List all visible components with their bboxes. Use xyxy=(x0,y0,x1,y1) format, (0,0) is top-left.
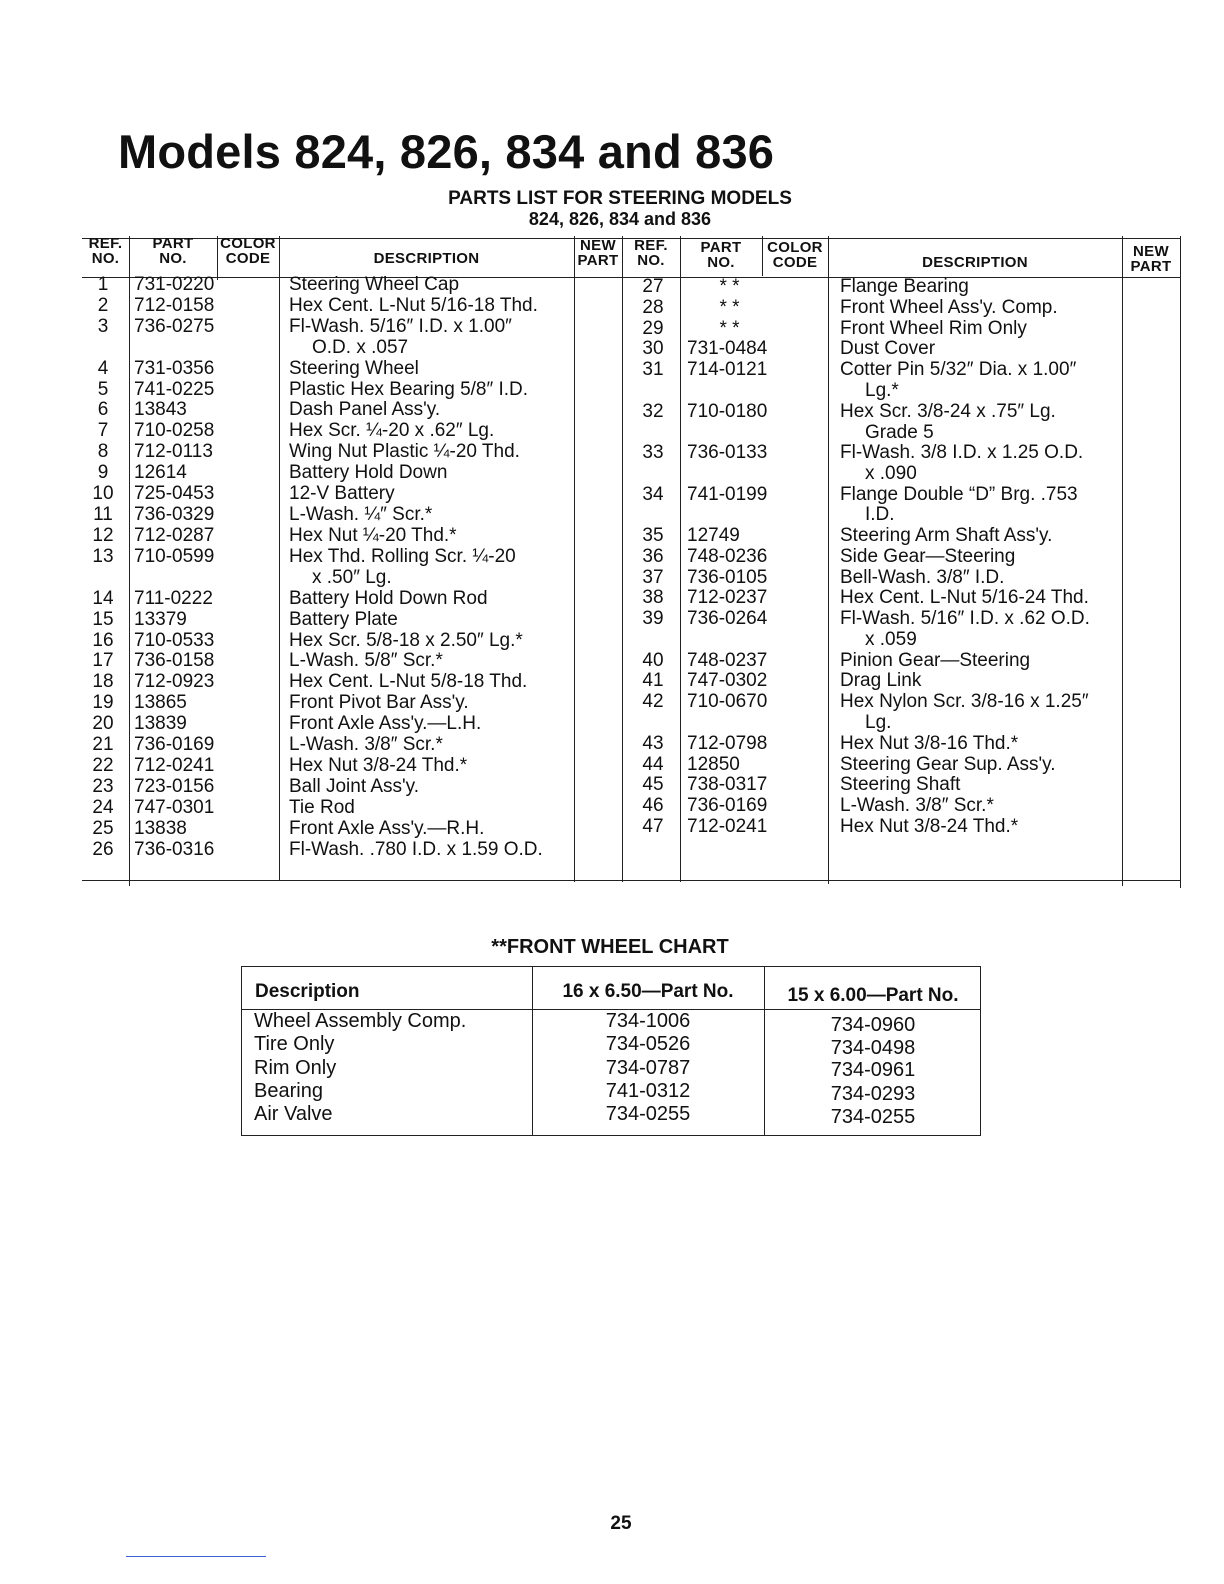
parts-row-continuation xyxy=(82,629,1181,650)
parts-row-continuation xyxy=(82,504,1181,525)
ref-no: 21 xyxy=(92,734,114,755)
part-no: 710-0533 xyxy=(134,630,215,651)
parts-row-right xyxy=(82,816,1181,837)
parts-row-right xyxy=(82,525,1181,546)
header-description: DESCRIPTION xyxy=(373,250,480,267)
ref-no: 11 xyxy=(93,504,113,525)
ref-no: 16 xyxy=(92,630,114,651)
part-no: 723-0156 xyxy=(134,776,215,797)
ref-no: 43 xyxy=(642,733,664,754)
header-color-code: COLOR CODE xyxy=(220,235,276,267)
part-no: 13838 xyxy=(134,818,187,839)
ref-no: 6 xyxy=(97,399,109,420)
part-no: 725-0453 xyxy=(134,483,215,504)
parts-row-right xyxy=(82,546,1181,567)
parts-table xyxy=(82,236,1181,886)
part-no-16x650: 734-0787 xyxy=(605,1057,691,1079)
wheel-header-16x650: 16 x 6.50—Part No. xyxy=(562,981,734,1002)
description: Hex Nylon Scr. 3/8-16 x 1.25″ xyxy=(840,691,1089,712)
description: Hex Scr. 3/8-24 x .75″ Lg. xyxy=(840,401,1056,422)
description: Hex Nut 3/8-24 Thd.* xyxy=(840,816,1019,837)
description: Steering Shaft xyxy=(840,774,961,795)
description: I.D. xyxy=(865,504,895,525)
part-no: 710-0180 xyxy=(687,401,768,422)
description: Hex Nut 3/8-16 Thd.* xyxy=(840,733,1019,754)
description: Front Axle Ass'y.—R.H. xyxy=(289,818,485,839)
description: Steering Gear Sup. Ass'y. xyxy=(840,754,1056,775)
parts-row-right xyxy=(82,691,1181,712)
description: Cotter Pin 5/32″ Dia. x 1.00″ xyxy=(840,359,1077,380)
part-no: 736-0105 xyxy=(687,567,768,588)
part-no: 710-0258 xyxy=(134,420,215,441)
ref-no: 26 xyxy=(92,839,114,860)
description: Steering Wheel Cap xyxy=(289,274,460,295)
ref-no: 47 xyxy=(642,816,664,837)
description: Fl-Wash. 5/16″ I.D. x .62 O.D. xyxy=(840,608,1090,629)
part-no: 731-0220 xyxy=(134,274,215,295)
parts-row-right xyxy=(82,608,1181,629)
part-no: 712-0241 xyxy=(134,755,215,776)
ref-no: 31 xyxy=(642,359,664,380)
part-no-15x600: 734-0961 xyxy=(830,1059,916,1081)
ref-no: 8 xyxy=(97,441,109,462)
part-no-see-chart: * * xyxy=(719,276,740,297)
header-part-no: PART NO. xyxy=(152,235,194,267)
description: Front Wheel Ass'y. Comp. xyxy=(840,297,1058,318)
description: Drag Link xyxy=(840,670,922,691)
front-wheel-chart-title: **FRONT WHEEL CHART xyxy=(491,936,729,958)
description: Steering Arm Shaft Ass'y. xyxy=(840,525,1053,546)
ref-no: 12 xyxy=(92,525,114,546)
description: Lg. xyxy=(865,712,892,733)
wheel-part-description: Wheel Assembly Comp. xyxy=(254,1010,467,1032)
parts-row-continuation xyxy=(82,380,1181,401)
part-no: 712-0923 xyxy=(134,671,215,692)
description: Battery Plate xyxy=(289,609,398,630)
parts-row-right xyxy=(82,733,1181,754)
ref-no: 38 xyxy=(642,587,664,608)
ref-no: 14 xyxy=(92,588,114,609)
header-new-part-right: NEW PART xyxy=(1130,243,1172,275)
description: Flange Bearing xyxy=(840,276,969,297)
part-no-16x650: 734-0526 xyxy=(605,1033,691,1055)
ref-no: 7 xyxy=(97,420,109,441)
parts-row-right xyxy=(82,442,1181,463)
description: Tie Rod xyxy=(289,797,355,818)
description: Plastic Hex Bearing 5/8″ I.D. xyxy=(289,379,529,400)
part-no-15x600: 734-0293 xyxy=(830,1083,916,1105)
part-no: 736-0316 xyxy=(134,839,215,860)
ref-no: 32 xyxy=(642,401,664,422)
parts-row-right xyxy=(82,754,1181,775)
part-no-15x600: 734-0255 xyxy=(830,1106,916,1128)
ref-no: 24 xyxy=(92,797,114,818)
header-part-no-right: PART NO. xyxy=(700,239,742,271)
part-no: 712-0798 xyxy=(687,733,768,754)
ref-no: 4 xyxy=(97,358,109,379)
parts-row-right xyxy=(82,401,1181,422)
part-no: 710-0670 xyxy=(687,691,768,712)
part-no: 712-0287 xyxy=(134,525,215,546)
part-no-16x650: 734-0255 xyxy=(605,1103,691,1125)
part-no-16x650: 741-0312 xyxy=(605,1080,691,1102)
part-no: 736-0275 xyxy=(134,316,215,337)
part-no: 12850 xyxy=(687,754,740,775)
description: Front Pivot Bar Ass'y. xyxy=(289,692,469,713)
parts-row-right xyxy=(82,297,1181,318)
ref-no: 46 xyxy=(642,795,664,816)
ref-no: 3 xyxy=(97,316,109,337)
ref-no: 5 xyxy=(97,379,109,400)
part-no-15x600: 734-0960 xyxy=(830,1014,916,1036)
ref-no: 34 xyxy=(642,484,664,505)
description: Hex Scr. ¼-20 x .62″ Lg. xyxy=(289,420,495,441)
page-number: 25 xyxy=(610,1513,632,1534)
parts-row-right xyxy=(82,650,1181,671)
ref-no: 27 xyxy=(642,276,664,297)
ref-no: 20 xyxy=(92,713,114,734)
description: Steering Wheel xyxy=(289,358,419,379)
ref-no: 2 xyxy=(97,295,109,316)
ref-no: 36 xyxy=(642,546,664,567)
part-no: 12749 xyxy=(687,525,740,546)
description: x .059 xyxy=(865,629,917,650)
parts-row-right xyxy=(82,567,1181,588)
ref-no: 10 xyxy=(92,483,114,504)
ref-no: 45 xyxy=(642,774,664,795)
bottom-rule xyxy=(82,880,1181,881)
part-no: 736-0169 xyxy=(134,734,215,755)
description: Hex Nut ¼-20 Thd.* xyxy=(289,525,457,546)
part-no: 12614 xyxy=(134,462,187,483)
front-wheel-chart xyxy=(241,966,981,1136)
part-no: 711-0222 xyxy=(134,588,213,609)
ref-no: 17 xyxy=(92,650,114,671)
wheel-header-description: Description xyxy=(255,981,360,1002)
ref-no: 39 xyxy=(642,608,664,629)
parts-list-models: 824, 826, 834 and 836 xyxy=(528,209,712,229)
part-no: 712-0237 xyxy=(687,587,768,608)
description: Flange Double “D” Brg. .753 xyxy=(840,484,1078,505)
part-no: 736-0158 xyxy=(134,650,215,671)
part-no: 712-0113 xyxy=(134,441,213,462)
part-no: 747-0301 xyxy=(134,797,215,818)
parts-row xyxy=(82,839,1181,860)
parts-row-right xyxy=(82,795,1181,816)
ref-no: 9 xyxy=(97,462,109,483)
description: Dust Cover xyxy=(840,338,936,359)
part-no: 738-0317 xyxy=(687,774,768,795)
description: Grade 5 xyxy=(865,422,934,443)
wheel-header-15x600: 15 x 6.00—Part No. xyxy=(787,985,959,1006)
part-no: 712-0241 xyxy=(687,816,768,837)
header-new-part: NEW PART xyxy=(577,237,619,269)
description: x .50″ Lg. xyxy=(312,567,392,588)
parts-row-right xyxy=(82,670,1181,691)
ref-no: 13 xyxy=(92,546,114,567)
description: Dash Panel Ass'y. xyxy=(289,399,441,420)
description: Hex Cent. L-Nut 5/16-18 Thd. xyxy=(289,295,538,316)
part-no: 13839 xyxy=(134,713,187,734)
wheel-part-description: Bearing xyxy=(254,1080,323,1102)
description: Battery Hold Down xyxy=(289,462,448,483)
description: Bell-Wash. 3/8″ I.D. xyxy=(840,567,1005,588)
description: Wing Nut Plastic ¼-20 Thd. xyxy=(289,441,520,462)
ref-no: 25 xyxy=(92,818,114,839)
part-no-see-chart: * * xyxy=(719,297,740,318)
parts-row-continuation xyxy=(82,712,1181,733)
ref-no: 18 xyxy=(92,671,114,692)
page-title: Models 824, 826, 834 and 836 xyxy=(118,125,775,178)
description: Battery Hold Down Rod xyxy=(289,588,488,609)
description: Ball Joint Ass'y. xyxy=(289,776,419,797)
description: Hex Nut 3/8-24 Thd.* xyxy=(289,755,468,776)
ref-no: 40 xyxy=(642,650,664,671)
description: Front Axle Ass'y.—L.H. xyxy=(289,713,482,734)
part-no: 748-0236 xyxy=(687,546,768,567)
wheel-part-description: Air Valve xyxy=(254,1103,333,1125)
part-no: 741-0225 xyxy=(134,379,215,400)
part-no: 748-0237 xyxy=(687,650,768,671)
header-ref-no-right: REF. NO. xyxy=(634,237,668,269)
wheel-row xyxy=(242,1033,982,1059)
wheel-row xyxy=(242,1057,982,1080)
ref-no: 33 xyxy=(642,442,664,463)
parts-row-right xyxy=(82,318,1181,339)
part-no: 13379 xyxy=(134,609,187,630)
description: Hex Thd. Rolling Scr. ¼-20 xyxy=(289,546,516,567)
parts-row-right xyxy=(82,359,1181,380)
header-color-code-right: COLOR CODE xyxy=(767,239,823,271)
ref-no: 37 xyxy=(642,567,664,588)
description: Fl-Wash. 5/16″ I.D. x 1.00″ xyxy=(289,316,512,337)
ref-no: 23 xyxy=(92,776,114,797)
description: Hex Cent. L-Nut 5/16-24 Thd. xyxy=(840,587,1089,608)
part-no: 13865 xyxy=(134,692,187,713)
parts-row-continuation xyxy=(82,463,1181,484)
description: L-Wash. 3/8″ Scr.* xyxy=(840,795,994,816)
description: Hex Scr. 5/8-18 x 2.50″ Lg.* xyxy=(289,630,523,651)
part-no-15x600: 734-0498 xyxy=(830,1037,916,1059)
ref-no: 44 xyxy=(642,754,664,775)
description: Pinion Gear—Steering xyxy=(840,650,1031,671)
description: Side Gear—Steering xyxy=(840,546,1016,567)
part-no: 714-0121 xyxy=(687,359,768,380)
part-no: 710-0599 xyxy=(134,546,215,567)
description: Hex Cent. L-Nut 5/8-18 Thd. xyxy=(289,671,528,692)
ref-no: 19 xyxy=(92,692,114,713)
parts-row-right xyxy=(82,276,1181,297)
parts-row-right xyxy=(82,484,1181,505)
footer-rule xyxy=(126,1556,266,1557)
wheel-row xyxy=(242,1103,982,1126)
parts-row-right xyxy=(82,774,1181,795)
part-no: 736-0329 xyxy=(134,504,215,525)
ref-no: 41 xyxy=(642,670,664,691)
part-no: 736-0133 xyxy=(687,442,768,463)
description: Fl-Wash. .780 I.D. x 1.59 O.D. xyxy=(289,839,543,860)
description: L-Wash. 3/8″ Scr.* xyxy=(289,734,443,755)
parts-row-right xyxy=(82,587,1181,608)
part-no-see-chart: * * xyxy=(719,318,740,339)
part-no: 731-0356 xyxy=(134,358,215,379)
part-no: 736-0264 xyxy=(687,608,768,629)
ref-no: 28 xyxy=(642,297,664,318)
description: Lg.* xyxy=(865,380,899,401)
header-description-right: DESCRIPTION xyxy=(922,254,1028,271)
part-no: 13843 xyxy=(134,399,187,420)
parts-list-heading: PARTS LIST FOR STEERING MODELS xyxy=(448,188,792,209)
description: Front Wheel Rim Only xyxy=(840,318,1027,339)
wheel-part-description: Rim Only xyxy=(254,1057,337,1079)
description: L-Wash. 5/8″ Scr.* xyxy=(289,650,443,671)
parts-row-continuation xyxy=(82,422,1181,443)
wheel-part-description: Tire Only xyxy=(254,1033,335,1055)
part-no: 747-0302 xyxy=(687,670,768,691)
wheel-row xyxy=(242,1080,982,1103)
ref-no: 1 xyxy=(97,274,109,295)
part-no: 736-0169 xyxy=(687,795,768,816)
wheel-row xyxy=(242,1010,982,1036)
description: Fl-Wash. 3/8 I.D. x 1.25 O.D. xyxy=(840,442,1084,463)
ref-no: 42 xyxy=(642,691,664,712)
part-no-16x650: 734-1006 xyxy=(605,1010,691,1032)
part-no: 731-0484 xyxy=(687,338,768,359)
ref-no: 15 xyxy=(92,609,114,630)
part-no: 712-0158 xyxy=(134,295,215,316)
ref-no: 22 xyxy=(92,755,114,776)
header-ref-no: REF. NO. xyxy=(88,235,123,267)
ref-no: 29 xyxy=(642,318,664,339)
description: L-Wash. ¼″ Scr.* xyxy=(289,504,433,525)
description: x .090 xyxy=(865,463,917,484)
parts-row-right xyxy=(82,338,1181,359)
ref-no: 30 xyxy=(642,338,664,359)
description: O.D. x .057 xyxy=(312,337,409,358)
description: 12-V Battery xyxy=(289,483,395,504)
part-no: 741-0199 xyxy=(687,484,768,505)
ref-no: 35 xyxy=(642,525,664,546)
